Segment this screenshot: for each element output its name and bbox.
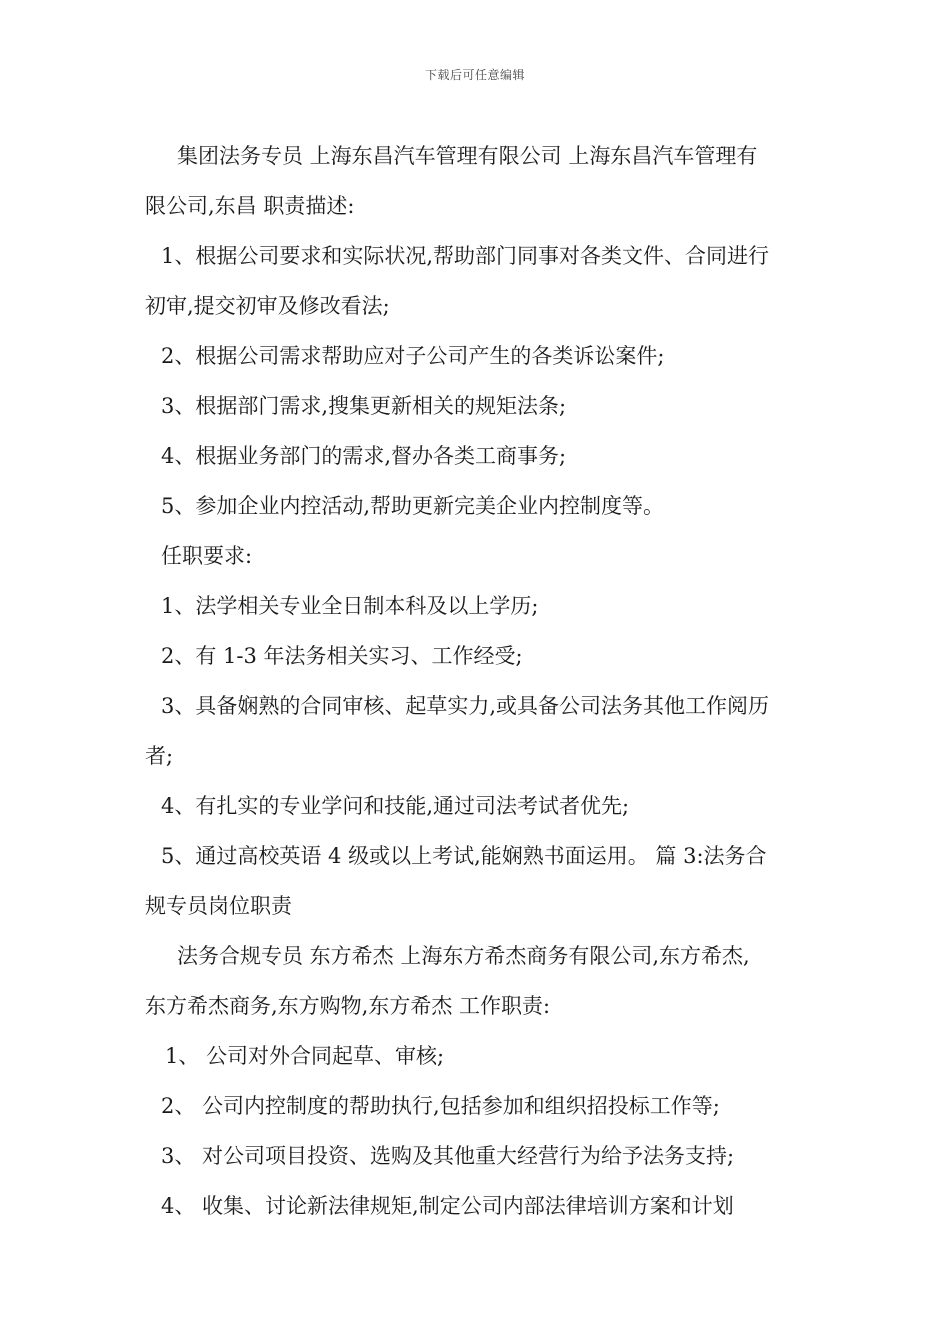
text-line: 5、参加企业内控活动,帮助更新完美企业内控制度等。 bbox=[161, 494, 665, 518]
text-line: 3、具备娴熟的合同审核、起草实力,或具备公司法务其他工作阅历 bbox=[161, 694, 770, 718]
text-line: 法务合规专员 东方希杰 上海东方希杰商务有限公司,东方希杰, bbox=[177, 944, 750, 968]
text-line: 任职要求: bbox=[161, 544, 253, 568]
text-line: 1、法学相关专业全日制本科及以上学历; bbox=[161, 594, 539, 618]
text-line: 2、有 1-3 年法务相关实习、工作经受; bbox=[161, 644, 523, 668]
text-line: 2、 公司内控制度的帮助执行,包括参加和组织招投标工作等; bbox=[161, 1094, 720, 1118]
text-line: 规专员岗位职责 bbox=[145, 894, 292, 918]
text-line: 4、 收集、讨论新法律规矩,制定公司内部法律培训方案和计划 bbox=[161, 1194, 734, 1218]
text-line: 3、 对公司项目投资、选购及其他重大经营行为给予法务支持; bbox=[161, 1144, 735, 1168]
page-header: 下载后可任意编辑 bbox=[424, 68, 525, 82]
text-line: 1、 公司对外合同起草、审核; bbox=[165, 1044, 445, 1068]
text-line: 东方希杰商务,东方购物,东方希杰 工作职责: bbox=[145, 994, 551, 1018]
text-line: 2、根据公司需求帮助应对子公司产生的各类诉讼案件; bbox=[161, 344, 665, 368]
text-line: 集团法务专员 上海东昌汽车管理有限公司 上海东昌汽车管理有 bbox=[177, 144, 758, 168]
text-line: 5、通过高校英语 4 级或以上考试,能娴熟书面运用。 篇 3:法务合 bbox=[161, 844, 767, 868]
text-line: 初审,提交初审及修改看法; bbox=[145, 294, 390, 318]
text-line: 4、根据业务部门的需求,督办各类工商事务; bbox=[161, 444, 567, 468]
text-line: 者; bbox=[145, 744, 174, 768]
document-body bbox=[145, 131, 810, 1231]
text-line: 4、有扎实的专业学问和技能,通过司法考试者优先; bbox=[161, 794, 630, 818]
text-line: 1、根据公司要求和实际状况,帮助部门同事对各类文件、合同进行 bbox=[161, 244, 770, 268]
text-line: 3、根据部门需求,搜集更新相关的规矩法条; bbox=[161, 394, 567, 418]
text-line: 限公司,东昌 职责描述: bbox=[145, 194, 355, 218]
